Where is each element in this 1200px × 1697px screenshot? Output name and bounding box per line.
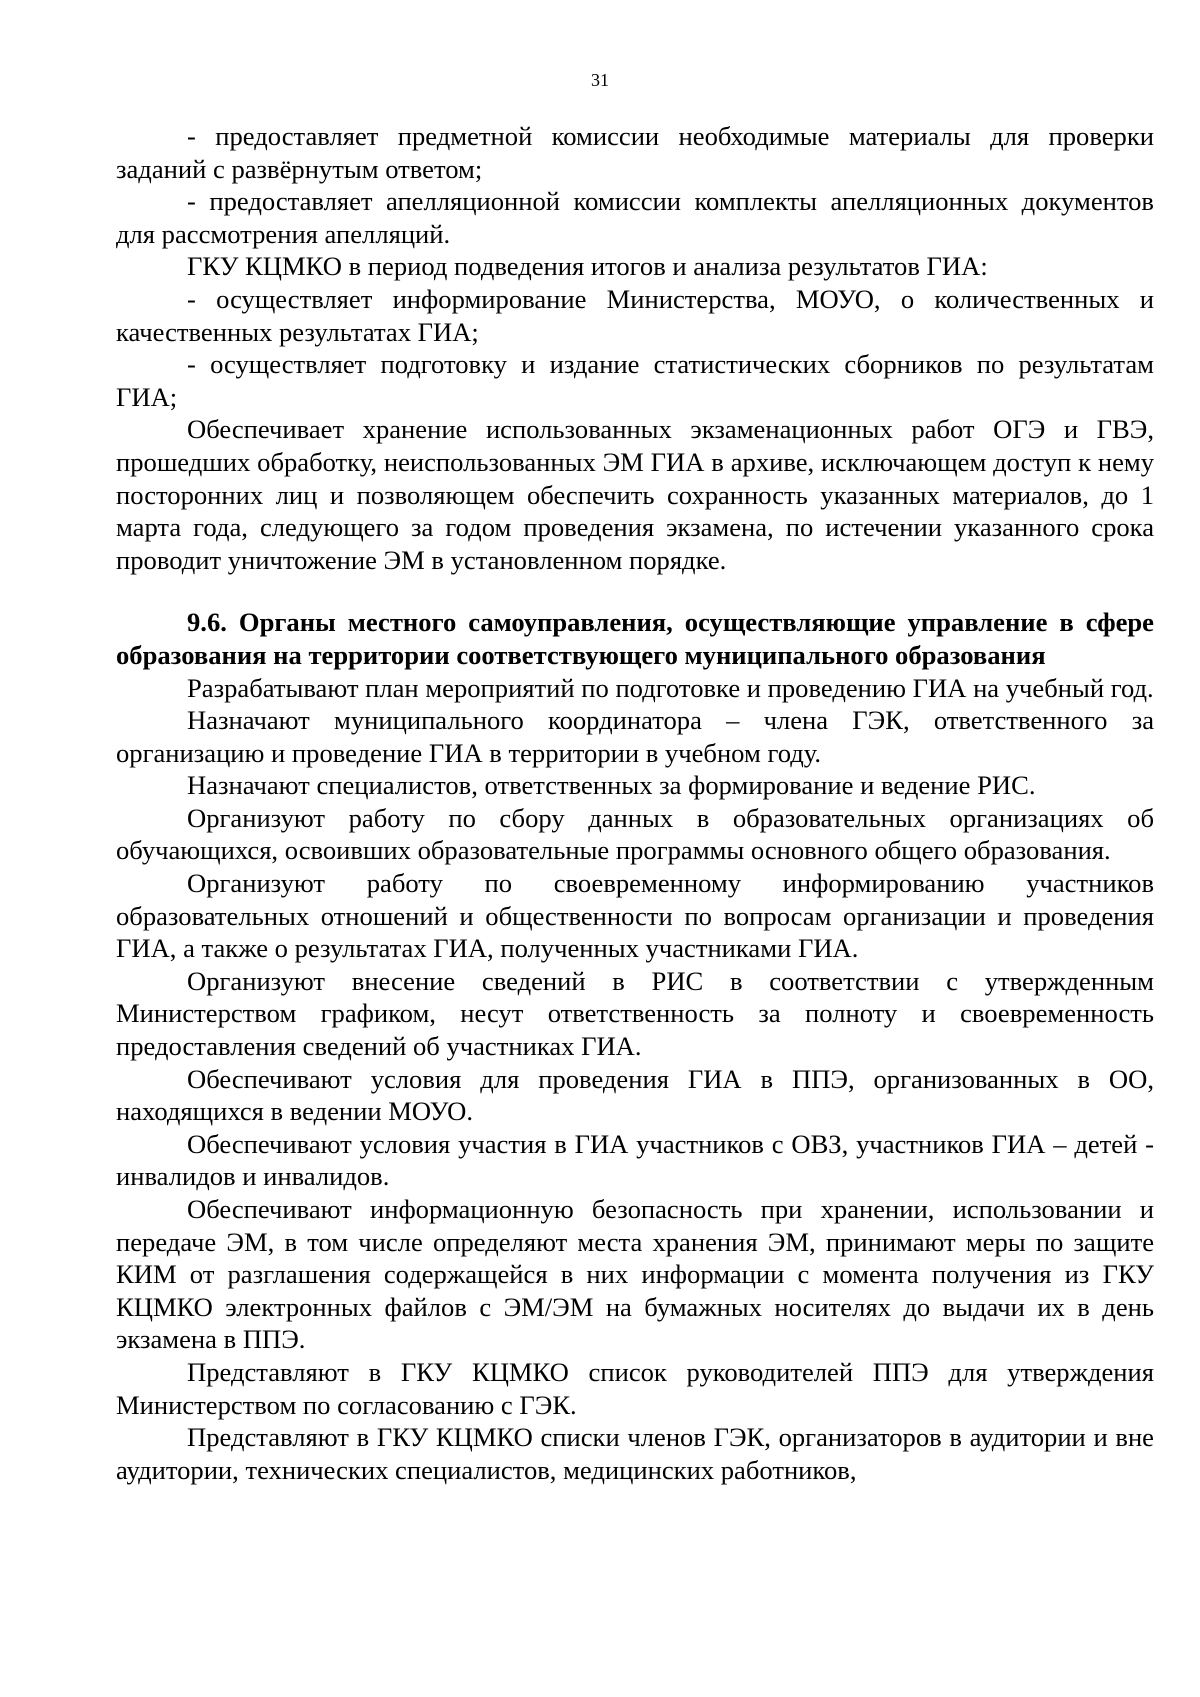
paragraph: Назначают муниципального координатора – члена ГЭК, ответственного за организацию и проведение ГИА в территории в учебном году. [116,705,1154,768]
section-heading: 9.6. Органы местного самоуправления, осуществляющие управление в сфере образования на территории соответствующего муниципального образования [116,607,1154,670]
paragraph: Назначают специалистов, ответственных за формирование и ведение РИС. [187,770,1036,801]
paragraph: Обеспечивают условия участия в ГИА участников с ОВЗ, участников ГИА – детей - инвалидов и инвалидов. [116,1128,1154,1192]
paragraph: Обеспечивают условия для проведения ГИА в ППЭ, организованных в ОО, находящихся в ведении МОУО. [116,1063,1154,1127]
paragraph: ГКУ КЦМКО в период подведения итогов и анализа результатов ГИА: [187,251,988,282]
paragraph: - предоставляет предметной комиссии необходимые материалы для проверки заданий с развёрнутым ответом; [116,121,1154,184]
paragraph: - предоставляет апелляционной комиссии комплекты апелляционных документов для рассмотрения апелляций. [116,186,1154,249]
paragraph: Представляют в ГКУ КЦМКО списки членов ГЭК, организаторов в аудитории и вне аудитории, технических специалистов, медицинских работников, [116,1422,1154,1485]
paragraph: Обеспечивают информационную безопасность при хранении, использовании и передаче ЭМ, в том числе определяют места хранения ЭМ, принимают меры по защите КИМ от разглашения содержащейся в них информации с момента получения из ГКУ КЦМКО электронных файлов с ЭМ/ЭМ на бумажных носителях до выдачи их в день экзамена в ППЭ. [116,1194,1154,1355]
paragraph: Организуют работу по сбору данных в образовательных организациях об обучающихся, освоивших образовательные программы основного общего образования. [116,802,1154,866]
paragraph: Организуют работу по своевременному информированию участников образовательных отношений и общественности по вопросам организации и проведения ГИА, а также о результатах ГИА, полученных участниками ГИА. [116,868,1154,964]
paragraph: Представляют в ГКУ КЦМКО список руководителей ППЭ для утверждения Министерством по согласованию с ГЭК. [116,1356,1154,1420]
paragraph: Организуют внесение сведений в РИС в соответствии с утвержденным Министерством графиком, несут ответственность за полноту и своевременность предоставления сведений об участниках ГИА. [116,965,1154,1062]
page-body [116,120,1154,1486]
paragraph: Обеспечивает хранение использованных экзаменационных работ ОГЭ и ГВЭ, прошедших обработку, неиспользованных ЭМ ГИА в архиве, исключающем доступ к нему посторонних лиц и позволяющем обеспечить сохранность указанных материалов, до 1 марта года, следующего за годом проведения экзамена, по истечении указанного срока проводит уничтожение ЭМ в установленном порядке. [116,414,1154,575]
paragraph: - осуществляет информирование Министерства, МОУО, о количественных и качественных результатах ГИА; [116,283,1154,347]
paragraph: - осуществляет подготовку и издание статистических сборников по результатам ГИА; [116,349,1154,412]
page-number: 31 [591,70,609,90]
paragraph: Разрабатывают план мероприятий по подготовке и проведению ГИА на учебный год. [187,672,1154,703]
